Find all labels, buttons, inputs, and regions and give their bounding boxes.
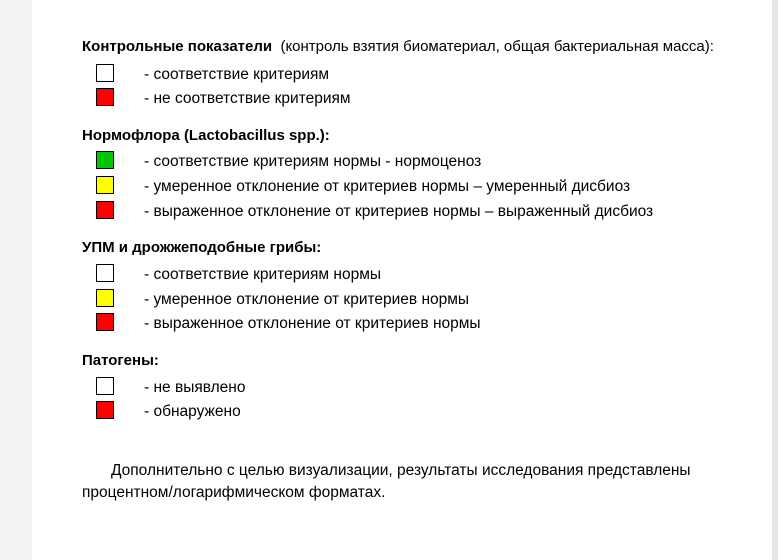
footer-paragraph-line-1: Дополнительно с целью визуализации, результаты исследования представлены [111, 462, 691, 479]
footer-paragraph-line-2: процентном/логарифмическом форматах. [82, 484, 386, 501]
section-heading-pathogens [82, 352, 159, 370]
color-swatch-red [96, 313, 114, 331]
color-swatch-yellow [96, 176, 114, 194]
legend-item-label: - выраженное отклонение от критериев нормы – выраженный дисбиоз [144, 203, 654, 220]
legend-item-label: - не соответствие критериям [144, 90, 351, 107]
color-swatch-white [96, 64, 114, 82]
section-title: Нормофлора (Lactobacillus spp.): [82, 127, 330, 144]
section-title: УПМ и дрожжеподобные грибы: [82, 239, 322, 256]
section-heading-upm [82, 239, 321, 257]
section-heading-normoflora [82, 127, 330, 145]
legend-item-label: - обнаружено [144, 403, 241, 420]
section-title: Контрольные показатели [82, 38, 273, 55]
left-gutter [0, 0, 32, 560]
color-swatch-red [96, 88, 114, 106]
section-subtitle: (контроль взятия биоматериал, общая бактериальная масса): [280, 38, 714, 55]
legend-item-label: - умеренное отклонение от критериев нормы [144, 291, 470, 308]
color-swatch-red [96, 401, 114, 419]
document-page [32, 0, 772, 560]
color-swatch-red [96, 201, 114, 219]
right-edge [772, 0, 778, 560]
legend-item-label: - не выявлено [144, 379, 246, 396]
legend-item-label: - соответствие критериям [144, 66, 330, 83]
legend-item-label: - соответствие критериям нормы [144, 266, 381, 283]
section-title: Патогены: [82, 352, 159, 369]
legend-item-label: - соответствие критериям нормы - нормоценоз [144, 153, 482, 170]
color-swatch-green [96, 151, 114, 169]
legend-item-label: - выраженное отклонение от критериев нормы [144, 315, 481, 332]
color-swatch-yellow [96, 289, 114, 307]
legend-item-label: - умеренное отклонение от критериев нормы – умеренный дисбиоз [144, 178, 631, 195]
color-swatch-white [96, 377, 114, 395]
section-heading-control [82, 38, 714, 56]
color-swatch-white [96, 264, 114, 282]
